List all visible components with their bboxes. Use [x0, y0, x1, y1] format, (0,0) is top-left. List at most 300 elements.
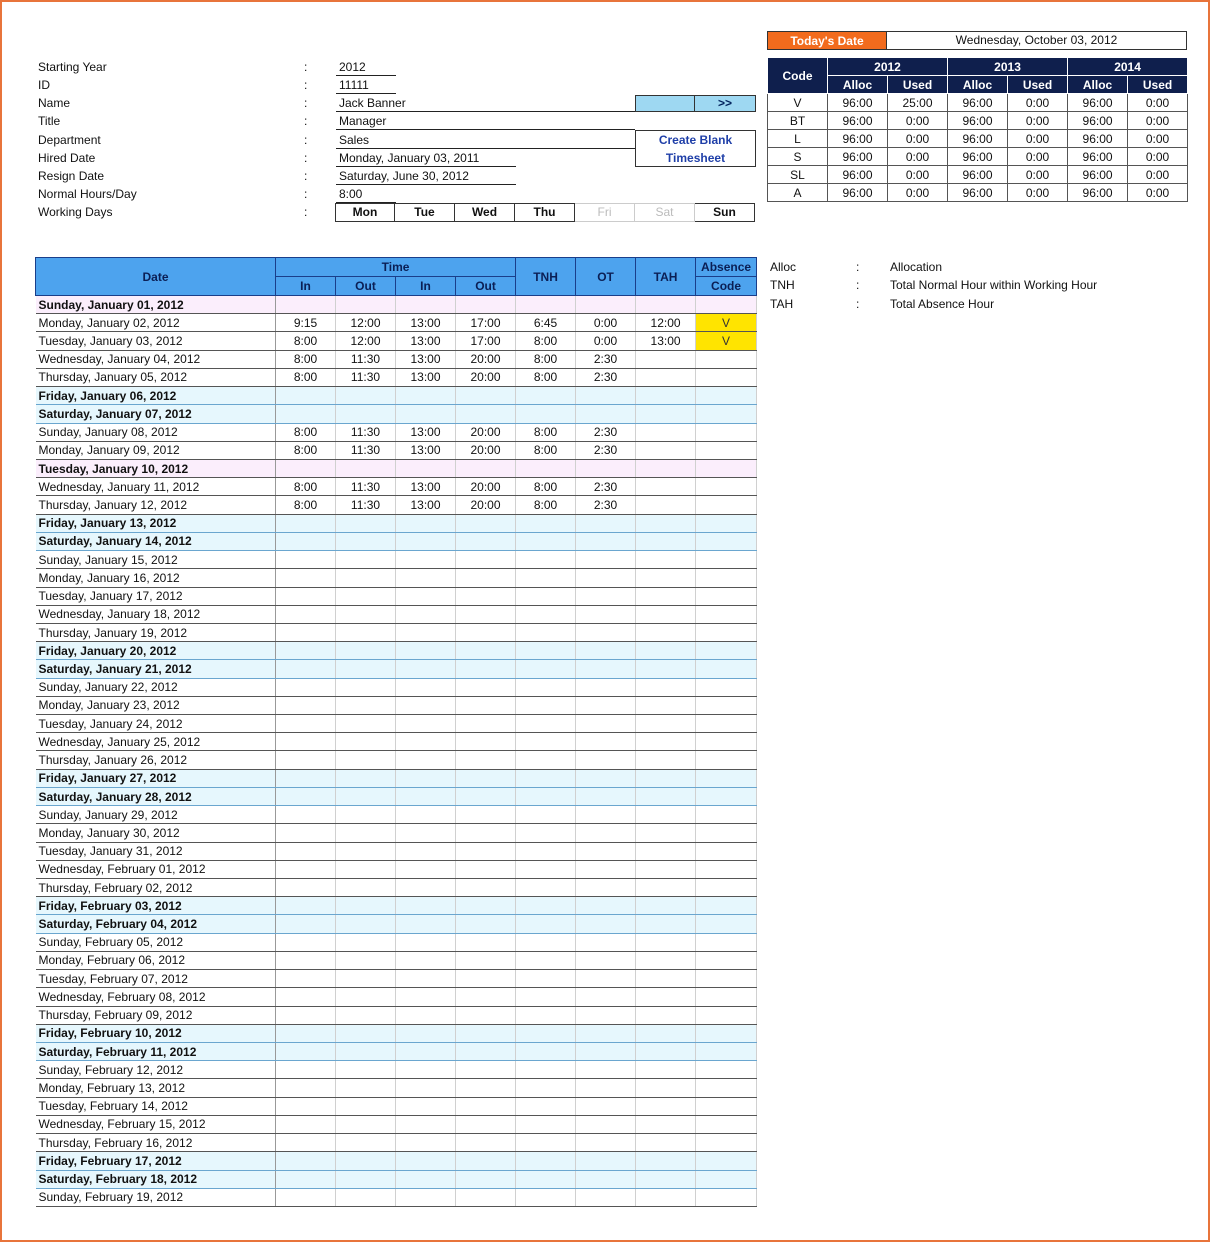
absence-code-cell[interactable]	[696, 897, 757, 915]
leave-value-cell[interactable]: 96:00	[948, 130, 1008, 148]
in2-cell[interactable]	[396, 1061, 456, 1079]
absence-code-cell[interactable]	[696, 787, 757, 805]
leave-value-cell[interactable]: 96:00	[948, 94, 1008, 112]
in2-cell[interactable]: 13:00	[396, 441, 456, 459]
in2-cell[interactable]	[396, 715, 456, 733]
out1-cell[interactable]	[336, 623, 396, 641]
in2-cell[interactable]	[396, 605, 456, 623]
leave-value-cell[interactable]: 0:00	[1008, 130, 1068, 148]
in2-cell[interactable]	[396, 860, 456, 878]
absence-code-cell[interactable]	[696, 988, 757, 1006]
out1-cell[interactable]	[336, 897, 396, 915]
leave-value-cell[interactable]: 0:00	[888, 112, 948, 130]
in1-cell[interactable]	[276, 988, 336, 1006]
out1-cell[interactable]	[336, 1061, 396, 1079]
in1-cell[interactable]	[276, 769, 336, 787]
in2-cell[interactable]	[396, 824, 456, 842]
out2-cell[interactable]: 20:00	[456, 368, 516, 386]
absence-code-cell[interactable]	[696, 459, 757, 477]
in2-cell[interactable]	[396, 787, 456, 805]
absence-code-cell[interactable]	[696, 1024, 757, 1042]
in1-cell[interactable]	[276, 1042, 336, 1060]
out1-cell[interactable]	[336, 405, 396, 423]
absence-code-cell[interactable]	[696, 842, 757, 860]
out2-cell[interactable]	[456, 1061, 516, 1079]
out2-cell[interactable]	[456, 1042, 516, 1060]
out1-cell[interactable]	[336, 296, 396, 314]
in1-cell[interactable]	[276, 842, 336, 860]
in2-cell[interactable]	[396, 879, 456, 897]
leave-value-cell[interactable]: 0:00	[1128, 148, 1188, 166]
leave-value-cell[interactable]: 0:00	[1008, 166, 1068, 184]
leave-value-cell[interactable]: 96:00	[828, 130, 888, 148]
out1-cell[interactable]	[336, 970, 396, 988]
in2-cell[interactable]: 13:00	[396, 332, 456, 350]
out1-cell[interactable]	[336, 879, 396, 897]
day-toggle-mon[interactable]: Mon	[335, 203, 395, 222]
day-toggle-thu[interactable]: Thu	[515, 203, 575, 222]
absence-code-cell[interactable]: V	[696, 314, 757, 332]
absence-code-cell[interactable]	[696, 441, 757, 459]
leave-value-cell[interactable]: 96:00	[828, 94, 888, 112]
leave-value-cell[interactable]: 0:00	[1008, 184, 1068, 202]
leave-value-cell[interactable]: 96:00	[1068, 166, 1128, 184]
out2-cell[interactable]: 20:00	[456, 496, 516, 514]
absence-code-cell[interactable]	[696, 715, 757, 733]
out2-cell[interactable]	[456, 897, 516, 915]
out2-cell[interactable]	[456, 715, 516, 733]
in2-cell[interactable]	[396, 387, 456, 405]
out2-cell[interactable]	[456, 459, 516, 477]
absence-code-cell[interactable]: V	[696, 332, 757, 350]
out2-cell[interactable]: 17:00	[456, 314, 516, 332]
leave-value-cell[interactable]: 0:00	[1128, 166, 1188, 184]
out1-cell[interactable]	[336, 733, 396, 751]
out1-cell[interactable]	[336, 587, 396, 605]
in2-cell[interactable]	[396, 1115, 456, 1133]
in1-cell[interactable]	[276, 787, 336, 805]
absence-code-cell[interactable]	[696, 350, 757, 368]
leave-value-cell[interactable]: 0:00	[1128, 112, 1188, 130]
absence-code-cell[interactable]	[696, 660, 757, 678]
in1-cell[interactable]	[276, 824, 336, 842]
out1-cell[interactable]: 11:30	[336, 478, 396, 496]
out2-cell[interactable]	[456, 405, 516, 423]
absence-code-cell[interactable]	[696, 551, 757, 569]
leave-value-cell[interactable]: 96:00	[948, 112, 1008, 130]
in2-cell[interactable]	[396, 660, 456, 678]
leave-value-cell[interactable]: 96:00	[1068, 148, 1128, 166]
in2-cell[interactable]: 13:00	[396, 478, 456, 496]
out2-cell[interactable]	[456, 824, 516, 842]
out1-cell[interactable]: 11:30	[336, 350, 396, 368]
in1-cell[interactable]	[276, 569, 336, 587]
out2-cell[interactable]	[456, 605, 516, 623]
absence-code-cell[interactable]	[696, 587, 757, 605]
in1-cell[interactable]: 8:00	[276, 332, 336, 350]
in2-cell[interactable]	[396, 1170, 456, 1188]
absence-code-cell[interactable]	[696, 824, 757, 842]
out2-cell[interactable]	[456, 642, 516, 660]
in1-cell[interactable]	[276, 751, 336, 769]
in2-cell[interactable]	[396, 988, 456, 1006]
in2-cell[interactable]	[396, 842, 456, 860]
in2-cell[interactable]: 13:00	[396, 368, 456, 386]
in1-cell[interactable]	[276, 1170, 336, 1188]
in1-cell[interactable]	[276, 1097, 336, 1115]
in2-cell[interactable]	[396, 642, 456, 660]
absence-code-cell[interactable]	[696, 623, 757, 641]
out1-cell[interactable]	[336, 551, 396, 569]
in1-cell[interactable]	[276, 879, 336, 897]
in1-cell[interactable]: 8:00	[276, 496, 336, 514]
leave-value-cell[interactable]: 0:00	[1008, 112, 1068, 130]
normal-hours-field[interactable]: 8:00	[336, 185, 396, 203]
day-toggle-fri[interactable]: Fri	[575, 203, 635, 222]
hired-date-field[interactable]: Monday, January 03, 2011	[336, 149, 516, 167]
absence-code-cell[interactable]	[696, 296, 757, 314]
out2-cell[interactable]	[456, 387, 516, 405]
in2-cell[interactable]	[396, 514, 456, 532]
leave-value-cell[interactable]: 0:00	[1008, 148, 1068, 166]
absence-code-cell[interactable]	[696, 879, 757, 897]
absence-code-cell[interactable]	[696, 970, 757, 988]
absence-code-cell[interactable]	[696, 1061, 757, 1079]
leave-value-cell[interactable]: 0:00	[1128, 94, 1188, 112]
in2-cell[interactable]	[396, 296, 456, 314]
out1-cell[interactable]	[336, 824, 396, 842]
absence-code-cell[interactable]	[696, 1042, 757, 1060]
out1-cell[interactable]	[336, 806, 396, 824]
in2-cell[interactable]	[396, 587, 456, 605]
out1-cell[interactable]	[336, 933, 396, 951]
in2-cell[interactable]: 13:00	[396, 314, 456, 332]
in2-cell[interactable]	[396, 1006, 456, 1024]
out2-cell[interactable]: 20:00	[456, 478, 516, 496]
in1-cell[interactable]	[276, 587, 336, 605]
out2-cell[interactable]	[456, 1024, 516, 1042]
in1-cell[interactable]	[276, 860, 336, 878]
in1-cell[interactable]: 8:00	[276, 350, 336, 368]
in1-cell[interactable]	[276, 1188, 336, 1206]
in1-cell[interactable]	[276, 696, 336, 714]
out1-cell[interactable]	[336, 1042, 396, 1060]
out2-cell[interactable]	[456, 1079, 516, 1097]
in1-cell[interactable]	[276, 951, 336, 969]
in1-cell[interactable]	[276, 1115, 336, 1133]
absence-code-cell[interactable]	[696, 605, 757, 623]
in2-cell[interactable]	[396, 678, 456, 696]
out1-cell[interactable]	[336, 787, 396, 805]
out2-cell[interactable]	[456, 842, 516, 860]
absence-code-cell[interactable]	[696, 368, 757, 386]
in2-cell[interactable]	[396, 733, 456, 751]
out2-cell[interactable]	[456, 1006, 516, 1024]
in2-cell[interactable]	[396, 897, 456, 915]
leave-value-cell[interactable]: 96:00	[828, 166, 888, 184]
out1-cell[interactable]	[336, 751, 396, 769]
out2-cell[interactable]	[456, 733, 516, 751]
out2-cell[interactable]	[456, 933, 516, 951]
in1-cell[interactable]	[276, 387, 336, 405]
out1-cell[interactable]	[336, 642, 396, 660]
out1-cell[interactable]	[336, 660, 396, 678]
id-field[interactable]: 11111	[336, 76, 396, 94]
out2-cell[interactable]	[456, 1170, 516, 1188]
in1-cell[interactable]	[276, 605, 336, 623]
in1-cell[interactable]	[276, 296, 336, 314]
out2-cell[interactable]	[456, 587, 516, 605]
out1-cell[interactable]	[336, 860, 396, 878]
in2-cell[interactable]	[396, 696, 456, 714]
leave-value-cell[interactable]: 0:00	[888, 130, 948, 148]
out2-cell[interactable]	[456, 569, 516, 587]
out2-cell[interactable]	[456, 532, 516, 550]
in2-cell[interactable]	[396, 1024, 456, 1042]
out1-cell[interactable]	[336, 696, 396, 714]
leave-value-cell[interactable]: 0:00	[888, 184, 948, 202]
leave-value-cell[interactable]: 96:00	[948, 166, 1008, 184]
next-button[interactable]: >>	[695, 95, 756, 112]
in1-cell[interactable]	[276, 405, 336, 423]
out2-cell[interactable]	[456, 1115, 516, 1133]
out1-cell[interactable]	[336, 387, 396, 405]
out1-cell[interactable]	[336, 1115, 396, 1133]
out1-cell[interactable]	[336, 1097, 396, 1115]
absence-code-cell[interactable]	[696, 478, 757, 496]
in1-cell[interactable]	[276, 459, 336, 477]
absence-code-cell[interactable]	[696, 1006, 757, 1024]
absence-code-cell[interactable]	[696, 769, 757, 787]
in2-cell[interactable]	[396, 1152, 456, 1170]
out1-cell[interactable]: 11:30	[336, 496, 396, 514]
starting-year-field[interactable]: 2012	[336, 58, 396, 76]
absence-code-cell[interactable]	[696, 642, 757, 660]
absence-code-cell[interactable]	[696, 1152, 757, 1170]
in1-cell[interactable]	[276, 1006, 336, 1024]
in1-cell[interactable]	[276, 897, 336, 915]
out1-cell[interactable]	[336, 715, 396, 733]
out2-cell[interactable]	[456, 879, 516, 897]
in2-cell[interactable]	[396, 1188, 456, 1206]
department-field[interactable]: Sales	[336, 131, 635, 149]
out2-cell[interactable]	[456, 623, 516, 641]
in1-cell[interactable]: 9:15	[276, 314, 336, 332]
absence-code-cell[interactable]	[696, 1097, 757, 1115]
in1-cell[interactable]	[276, 933, 336, 951]
absence-code-cell[interactable]	[696, 532, 757, 550]
absence-code-cell[interactable]	[696, 1134, 757, 1152]
leave-value-cell[interactable]: 96:00	[828, 112, 888, 130]
in2-cell[interactable]	[396, 1079, 456, 1097]
in1-cell[interactable]: 8:00	[276, 368, 336, 386]
in2-cell[interactable]: 13:00	[396, 423, 456, 441]
in1-cell[interactable]	[276, 970, 336, 988]
out2-cell[interactable]	[456, 970, 516, 988]
leave-value-cell[interactable]: 96:00	[1068, 184, 1128, 202]
out1-cell[interactable]	[336, 569, 396, 587]
in1-cell[interactable]: 8:00	[276, 441, 336, 459]
out2-cell[interactable]	[456, 951, 516, 969]
leave-value-cell[interactable]: 96:00	[1068, 112, 1128, 130]
in2-cell[interactable]	[396, 951, 456, 969]
in2-cell[interactable]	[396, 459, 456, 477]
leave-value-cell[interactable]: 96:00	[948, 148, 1008, 166]
leave-value-cell[interactable]: 0:00	[1128, 184, 1188, 202]
in2-cell[interactable]	[396, 405, 456, 423]
in1-cell[interactable]	[276, 915, 336, 933]
out1-cell[interactable]: 12:00	[336, 314, 396, 332]
absence-code-cell[interactable]	[696, 933, 757, 951]
in1-cell[interactable]	[276, 551, 336, 569]
out1-cell[interactable]: 11:30	[336, 368, 396, 386]
absence-code-cell[interactable]	[696, 1188, 757, 1206]
in2-cell[interactable]	[396, 551, 456, 569]
leave-value-cell[interactable]: 96:00	[828, 184, 888, 202]
out2-cell[interactable]	[456, 988, 516, 1006]
leave-value-cell[interactable]: 0:00	[1008, 94, 1068, 112]
absence-code-cell[interactable]	[696, 860, 757, 878]
out1-cell[interactable]: 11:30	[336, 441, 396, 459]
in2-cell[interactable]	[396, 933, 456, 951]
in2-cell[interactable]	[396, 751, 456, 769]
out2-cell[interactable]	[456, 1188, 516, 1206]
out1-cell[interactable]	[336, 605, 396, 623]
in2-cell[interactable]: 13:00	[396, 496, 456, 514]
out2-cell[interactable]	[456, 915, 516, 933]
absence-code-cell[interactable]	[696, 678, 757, 696]
in2-cell[interactable]: 13:00	[396, 350, 456, 368]
absence-code-cell[interactable]	[696, 1115, 757, 1133]
day-toggle-tue[interactable]: Tue	[395, 203, 455, 222]
in1-cell[interactable]	[276, 532, 336, 550]
absence-code-cell[interactable]	[696, 496, 757, 514]
in2-cell[interactable]	[396, 532, 456, 550]
in2-cell[interactable]	[396, 1042, 456, 1060]
in2-cell[interactable]	[396, 623, 456, 641]
out2-cell[interactable]: 17:00	[456, 332, 516, 350]
out2-cell[interactable]	[456, 1097, 516, 1115]
out1-cell[interactable]	[336, 514, 396, 532]
out1-cell[interactable]	[336, 459, 396, 477]
absence-code-cell[interactable]	[696, 405, 757, 423]
in1-cell[interactable]	[276, 733, 336, 751]
out2-cell[interactable]	[456, 514, 516, 532]
out2-cell[interactable]: 20:00	[456, 441, 516, 459]
out2-cell[interactable]	[456, 806, 516, 824]
absence-code-cell[interactable]	[696, 423, 757, 441]
absence-code-cell[interactable]	[696, 1170, 757, 1188]
in1-cell[interactable]	[276, 642, 336, 660]
in2-cell[interactable]	[396, 806, 456, 824]
in1-cell[interactable]	[276, 660, 336, 678]
absence-code-cell[interactable]	[696, 569, 757, 587]
absence-code-cell[interactable]	[696, 915, 757, 933]
in1-cell[interactable]	[276, 715, 336, 733]
out1-cell[interactable]	[336, 1170, 396, 1188]
in1-cell[interactable]	[276, 1061, 336, 1079]
in1-cell[interactable]	[276, 806, 336, 824]
out2-cell[interactable]	[456, 678, 516, 696]
resign-date-field[interactable]: Saturday, June 30, 2012	[336, 167, 516, 185]
out2-cell[interactable]	[456, 551, 516, 569]
absence-code-cell[interactable]	[696, 733, 757, 751]
in1-cell[interactable]	[276, 1134, 336, 1152]
out1-cell[interactable]	[336, 1152, 396, 1170]
out2-cell[interactable]	[456, 660, 516, 678]
out1-cell[interactable]	[336, 915, 396, 933]
absence-code-cell[interactable]	[696, 1079, 757, 1097]
out1-cell[interactable]	[336, 1134, 396, 1152]
out2-cell[interactable]: 20:00	[456, 350, 516, 368]
name-field[interactable]: Jack Banner	[336, 94, 635, 112]
leave-value-cell[interactable]: 96:00	[828, 148, 888, 166]
leave-value-cell[interactable]: 96:00	[1068, 94, 1128, 112]
leave-value-cell[interactable]: 0:00	[888, 148, 948, 166]
in1-cell[interactable]	[276, 623, 336, 641]
out1-cell[interactable]: 11:30	[336, 423, 396, 441]
in2-cell[interactable]	[396, 1097, 456, 1115]
navigation-field[interactable]	[635, 95, 695, 112]
out2-cell[interactable]	[456, 751, 516, 769]
out1-cell[interactable]	[336, 988, 396, 1006]
absence-code-cell[interactable]	[696, 951, 757, 969]
in2-cell[interactable]	[396, 915, 456, 933]
in1-cell[interactable]	[276, 1024, 336, 1042]
create-blank-timesheet-button[interactable]	[635, 130, 756, 167]
absence-code-cell[interactable]	[696, 806, 757, 824]
out1-cell[interactable]	[336, 951, 396, 969]
absence-code-cell[interactable]	[696, 387, 757, 405]
out2-cell[interactable]	[456, 296, 516, 314]
in1-cell[interactable]: 8:00	[276, 423, 336, 441]
in2-cell[interactable]	[396, 569, 456, 587]
out1-cell[interactable]	[336, 678, 396, 696]
out1-cell[interactable]	[336, 1188, 396, 1206]
out1-cell[interactable]	[336, 1006, 396, 1024]
leave-value-cell[interactable]: 0:00	[888, 166, 948, 184]
in1-cell[interactable]	[276, 1079, 336, 1097]
out2-cell[interactable]	[456, 860, 516, 878]
absence-code-cell[interactable]	[696, 751, 757, 769]
out2-cell[interactable]	[456, 1134, 516, 1152]
in1-cell[interactable]: 8:00	[276, 478, 336, 496]
out1-cell[interactable]	[336, 842, 396, 860]
in1-cell[interactable]	[276, 678, 336, 696]
day-toggle-sat[interactable]: Sat	[635, 203, 695, 222]
in1-cell[interactable]	[276, 514, 336, 532]
out2-cell[interactable]: 20:00	[456, 423, 516, 441]
day-toggle-wed[interactable]: Wed	[455, 203, 515, 222]
out1-cell[interactable]	[336, 532, 396, 550]
out2-cell[interactable]	[456, 696, 516, 714]
absence-code-cell[interactable]	[696, 514, 757, 532]
in2-cell[interactable]	[396, 769, 456, 787]
in2-cell[interactable]	[396, 970, 456, 988]
out2-cell[interactable]	[456, 1152, 516, 1170]
leave-value-cell[interactable]: 96:00	[948, 184, 1008, 202]
title-field[interactable]: Manager	[336, 112, 635, 130]
absence-code-cell[interactable]	[696, 696, 757, 714]
out2-cell[interactable]	[456, 769, 516, 787]
out2-cell[interactable]	[456, 787, 516, 805]
in2-cell[interactable]	[396, 1134, 456, 1152]
day-toggle-sun[interactable]: Sun	[695, 203, 755, 222]
out1-cell[interactable]: 12:00	[336, 332, 396, 350]
in1-cell[interactable]	[276, 1152, 336, 1170]
leave-value-cell[interactable]: 96:00	[1068, 130, 1128, 148]
leave-value-cell[interactable]: 0:00	[1128, 130, 1188, 148]
